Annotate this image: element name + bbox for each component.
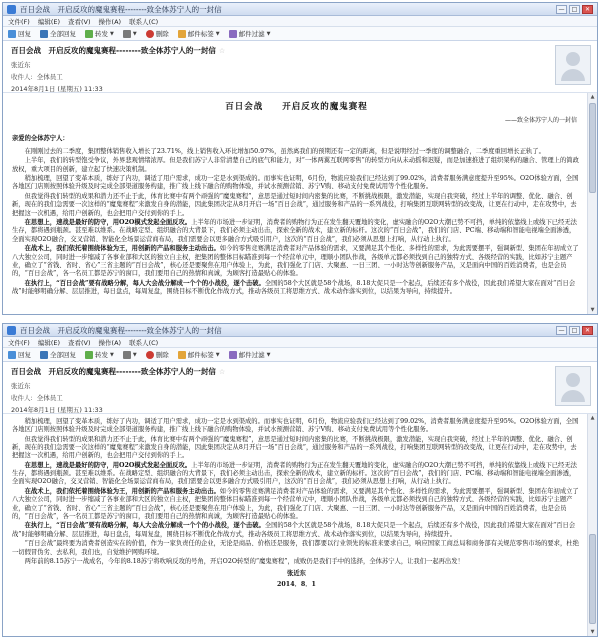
scroll-up-icon[interactable]: ▲: [590, 94, 595, 100]
minimize-button[interactable]: —: [556, 5, 567, 14]
window-controls: [556, 5, 593, 14]
email-subject: 百日会战 开启反攻的魔鬼赛程--------致全体苏宁人的一封信 ☆: [11, 46, 226, 55]
paragraph: 但我觉得我们转型的成果和潜力还不止于此，体育比赛中有两个顽强的“魔鬼赛程”，意思是通过短时间内密集的比赛，不断挑战极限，激发潜能，实现自我突破，经过上半年的调整、优化、融合、创新，现在的我们急需要一次这样的“魔鬼赛程”来激发自身的潜能，因此集团决定从8月开启一场“百日会战”，通过服务和产品的一系列战役，打响集团互联网转型的改变战，让更在行动中，走在攻势中，去把握这一次机遇，给用户创新的，也会把用户交付到你的手上。: [12, 193, 577, 217]
avatar: [555, 45, 591, 85]
paragraph: [12, 219, 581, 244]
paragraph: [12, 245, 581, 278]
paragraph: [12, 488, 581, 521]
menu-actions[interactable]: 操作(A): [98, 17, 122, 26]
recipient-line: [11, 393, 589, 402]
paragraph-lead: 在思想上，速战是最好的防守，用O2O模式发起全面反攻。: [24, 462, 192, 470]
menu-edit[interactable]: 编辑(E): [37, 17, 60, 26]
filter-icon: [229, 30, 237, 38]
person-body: [561, 69, 585, 81]
menu-view[interactable]: 查看(V): [68, 338, 91, 347]
paragraph-text: 上半年的市场进一步证明，消费者的购物行为正在发生翻天覆地的变化，虚实融合的O2O大潮已势不可挡，单纯的依靠线上或线下已经无法生存，都将遇到瓶颈。甚至难以维系。在战略定型、组织融合的大背景下，我们必须主动出击，探索全新的战术，建立新的标杆。这次的“百日会战”，我们的门店、PC端、移动端和智能电视端全面渗透，全面实现O2O融合，交叉营销、智能化全场景运营商布局，我们需要会以更多融合方式吸引用户，这次的“百日会战”，我们必须从思想上打响，从行动上执行。: [12, 462, 577, 486]
paragraph: 稍加梳理，回望了变革本质，练好了内功，调适了用户需求，成功一定是水到渠成的。而事实也证明，6月份，物流应验我们已经达到了99.02%，消费者服务满意度提升至95%。O2O体验方面，全国各地区门店则按照体验升级及时完成全部渠道服务构建，推广线上线下融合的购物体验，并试水预测营销、苏宁V购、移动支付免费试用等个性化服务。: [12, 418, 579, 434]
paragraph: [12, 280, 581, 296]
recipient-line: [11, 72, 589, 81]
reply-button[interactable]: 回复: [8, 350, 31, 359]
tag-icon: [178, 351, 186, 359]
menu-contacts[interactable]: 联系人(C): [129, 338, 159, 347]
maximize-button[interactable]: □: [569, 326, 580, 335]
scroll-down-icon[interactable]: ▼: [590, 629, 595, 635]
chevron-down-icon: ▼: [132, 30, 137, 37]
toolbar: [3, 348, 597, 362]
reply-icon: [8, 30, 16, 38]
recipient-label: 收件人:: [11, 73, 33, 81]
paragraph-text: 上半年的市场进一步证明，消费者的购物行为正在发生翻天覆地的变化，虚实融合的O2O大潮已势不可挡，单纯的依靠线上或线下已经无法生存，都将遇到瓶颈。甚至难以维系。在战略定型、组织融合的大背景下，我们必须主动出击，探索全新的战术，建立新的标杆。这次的“百日会战”，我们的门店、PC端、移动端和智能电视端全面渗透，全面实现O2O融合，交叉营销、智能化全场景运营商布局，我们需要会以更多融合方式吸引用户，这次的“百日会战”，我们必须从思想上打响，从行动上执行。: [12, 219, 577, 243]
chevron-down-icon: ▼: [215, 351, 220, 358]
minimize-button[interactable]: —: [556, 326, 567, 335]
menu-bar: [3, 16, 597, 27]
person-body: [561, 390, 585, 402]
email-date: 2014年8月1日 (星期五) 11:33: [11, 85, 103, 93]
email-header: [3, 41, 597, 93]
letter-title: 百日会战 开启反攻的魔鬼赛程: [225, 102, 368, 112]
paragraph-text: 全国的58个大区就是58个战场，8.18大促只是一个起点，后续还有多个战役，因此我们希望大家在面对“百日会战”时能够明确分解、层层推进，每日盘点，每周复盘，围绕目标不断优化作战方式，推动各级员工将思维方式、战术动作落实到位，以结果为导向，持续提升。: [12, 279, 576, 295]
toolbar: [3, 27, 597, 41]
tag-button[interactable]: 邮件标签 ▼: [178, 350, 220, 359]
print-icon: [123, 351, 131, 359]
menu-edit[interactable]: 编辑(E): [37, 338, 60, 347]
forward-button[interactable]: 转发 ▼: [85, 350, 114, 359]
paragraph-text: 如今的零售竞赛满足消费者对产品体验的需求，又要满足其个性化、多样性的需求，为此需要摆平，强调新型、集团在年初成立了八大独立公司，同时进一步缩减了各事业部和大区的独立自主权，把集团的整体目标瞄准到每一个经营单元中，理顺小团队作战，各级单元都必须找到自己的独特方式、各级经营的实践，比如苏宁主题产业，确立了“省钱、省时、省心”三省主题的“百日会战”，核心还是要聚焦在用户体验上，为此，我们强化了门店、大聚惠、一日三团、一小时达等创新服务产品，又是面向中国的百姓消费者，也是会员的，“百日会战”，各一名员工都是苏宁的窗口，我们要用自己的热情和真诚，为顾客打造最贴心的体验。: [12, 245, 579, 277]
recipient-name[interactable]: 全体员工: [36, 73, 63, 81]
paragraph-text: 如今的零售竞赛满足消费者对产品体验的需求，又要满足其个性化、多样性的需求，为此需要摆平，强调新型、集团在年初成立了八大独立公司，同时进一步缩减了各事业部和大区的独立自主权，把集团的整体目标瞄准到每一个经营单元中，理顺小团队作战，各级单元都必须找到自己的独特方式、各级经营的实践，比如苏宁主题产业，确立了“省钱、省时、省心”三省主题的“百日会战”，核心还是要聚焦在用户体验上，为此，我们强化了门店、大聚惠、一日三团、一小时达等创新服务产品，又是面向中国的百姓消费者，也是会员的，“百日会战”，各一名员工都是苏宁的窗口，我们要用自己的热情和真诚，为顾客打造最贴心的体验。: [12, 488, 579, 520]
paragraph: 在刚刚过去的二季度，集团整体销售收入增长了23.71%，线上销售收入环比增加50.97%，虽然离我们的预期还有一定的距离，但是说明经过一季度的调整融合，二季度重回增长正轨了。: [24, 147, 545, 155]
star-icon[interactable]: ☆: [218, 46, 226, 55]
signature-date: 2014．8．1: [277, 580, 316, 588]
filter-button[interactable]: 邮件过滤 ▼: [229, 350, 271, 359]
mail-app-icon: [7, 5, 16, 14]
menu-bar: [3, 337, 597, 348]
chevron-down-icon: ▼: [110, 351, 114, 358]
filter-icon: [229, 351, 237, 359]
close-button[interactable]: ✕: [582, 5, 593, 14]
tag-icon: [178, 30, 186, 38]
delete-button[interactable]: 删除: [146, 350, 169, 359]
forward-icon: [85, 351, 93, 359]
letter-salutation: 亲爱的全体苏宁人：: [12, 135, 69, 143]
avatar: [555, 366, 591, 406]
chevron-down-icon: ▼: [110, 30, 114, 37]
menu-contacts[interactable]: 联系人(C): [129, 17, 159, 26]
scroll-thumb[interactable]: [589, 534, 596, 624]
chevron-down-icon: ▼: [132, 351, 137, 358]
menu-file[interactable]: 文件(F): [8, 338, 30, 347]
paragraph-lead: 在执行上，“百日会战”要有战略分解，每人大会战分解成一个个的小战役，逐个击破。: [24, 522, 265, 530]
paragraph-lead: 在思想上，速战是最好的防守，用O2O模式发起全面反攻。: [24, 219, 192, 227]
sender-name[interactable]: 张近东: [11, 382, 31, 390]
window-controls: [556, 326, 593, 335]
title-bar[interactable]: [3, 324, 597, 337]
print-button[interactable]: [123, 30, 137, 38]
paragraph-lead: 在战术上，我们依托着围绕体验为王，用创新的产品和服务主动出击。: [24, 488, 220, 496]
person-icon: [566, 52, 580, 66]
chevron-down-icon: ▼: [215, 30, 220, 37]
reply-icon: [8, 351, 16, 359]
person-icon: [566, 373, 580, 387]
scroll-up-icon[interactable]: ▲: [590, 415, 595, 421]
reply-all-icon: [40, 351, 48, 359]
tag-button[interactable]: 邮件标签 ▼: [178, 29, 220, 38]
email-date: 2014年8月1日 (星期五) 11:33: [11, 406, 103, 414]
scroll-down-icon[interactable]: ▼: [590, 307, 595, 313]
reply-button[interactable]: 回复: [8, 29, 31, 38]
paragraph: [12, 522, 581, 538]
menu-actions[interactable]: 操作(A): [98, 338, 122, 347]
menu-file[interactable]: 文件(F): [8, 17, 30, 26]
email-window-bottom: [2, 323, 598, 637]
paragraph: 但我觉得我们转型的成果和潜力还不止于此，体育比赛中有两个顽强的“魔鬼赛程”，意思是通过短时间内密集的比赛，不断挑战极限，激发潜能，实现自我突破，经过上半年的调整、优化、融合、创新，现在的我们急需要一次这样的“魔鬼赛程”来激发自身的潜能，因此集团决定从8月开启一场“百日会战”，通过服务和产品的一系列战役，打响集团互联网转型的改变战，让更在行动中，走在攻势中，去把握这一次机遇，给用户创新的，也会把用户交付到你的手上。: [12, 435, 577, 460]
title-bar[interactable]: [3, 3, 597, 16]
email-body: [3, 414, 597, 636]
delete-icon: [146, 30, 154, 38]
print-icon: [123, 30, 131, 38]
recipient-label: 收件人:: [11, 394, 33, 402]
paragraph-text: 全国的58个大区就是58个战场，8.18大促只是一个起点，后续还有多个战役，因此我们希望大家在面对“百日会战”时能够明确分解、层层推进，每日盘点，每周复盘，围绕目标不断优化作战方式，推动各级员工将思维方式、战术动作落实到位，以结果为导向，持续提升。: [12, 522, 576, 538]
paragraph: 两年前的8.15苏宁一战成名，今年的8.18苏宁将吹响反攻的号角，开启O2O转型的“魔鬼赛程”，成败仍是我们手中的选择，全体苏宁人，让我们一起再出发！: [24, 558, 464, 566]
paragraph: “百日会战”最终要为消费者创造实在的价值，作为一家负责任的企业，无论是商品、价格还是服务，我们都要以行业领先的标准来要求自己，响应国家工商总局和商务部有关规范零售市场的要求，杜绝一切假冒伪劣、去私利，我们也，自觉维护网购环境。: [12, 540, 579, 556]
mail-app-icon: [7, 326, 16, 335]
email-body: [3, 93, 597, 314]
chevron-down-icon: ▼: [266, 351, 271, 358]
signature: 张近东: [287, 570, 306, 578]
maximize-button[interactable]: □: [569, 5, 580, 14]
paragraph-lead: 在战术上，我们依托着围绕体验为王，用创新的产品和服务主动出击。: [24, 245, 220, 253]
delete-button[interactable]: 删除: [146, 29, 169, 38]
window-title: 百日会战 开启反攻的魔鬼赛程--------致全体苏宁人的一封信: [20, 325, 222, 335]
print-button[interactable]: [123, 351, 137, 359]
scrollbar[interactable]: [587, 414, 597, 636]
reply-all-icon: [40, 30, 48, 38]
scrollbar[interactable]: [587, 93, 597, 314]
chevron-down-icon: ▼: [266, 30, 271, 37]
reply-all-button[interactable]: 全部回复: [40, 350, 76, 359]
letter-byline: ——致全体苏宁人的一封信: [504, 117, 577, 125]
star-icon[interactable]: ☆: [218, 367, 226, 376]
window-title: 百日会战 开启反攻的魔鬼赛程--------致全体苏宁人的一封信: [20, 4, 222, 14]
paragraph-lead: 在执行上，“百日会战”要有战略分解，每人大会战分解成一个个的小战役，逐个击破。: [24, 279, 265, 287]
reply-all-button[interactable]: 全部回复: [40, 29, 76, 38]
forward-button[interactable]: 转发 ▼: [85, 29, 114, 38]
recipient-name[interactable]: 全体员工: [36, 394, 63, 402]
paragraph: 稍加梳理，回望了变革本质，练好了内功，调适了用户需求，成功一定是水到渠成的。而事实也证明，6月份，物流应验我们已经达到了99.02%，消费者服务满意度提升至95%。O2O体验方面，全国各地区门店则按照体验升级及时完成全部渠道服务构建，推广线上线下融合的购物体验，并试水预测营销、苏宁V购、移动支付免费试用等个性化服务。: [12, 175, 579, 191]
menu-view[interactable]: 查看(V): [68, 17, 91, 26]
forward-icon: [85, 30, 93, 38]
scroll-thumb[interactable]: [589, 103, 596, 193]
paragraph: [12, 462, 581, 487]
email-subject: 百日会战 开启反攻的魔鬼赛程--------致全体苏宁人的一封信 ☆: [11, 367, 226, 376]
email-window-top: [2, 2, 598, 315]
filter-button[interactable]: 邮件过滤 ▼: [229, 29, 271, 38]
close-button[interactable]: ✕: [582, 326, 593, 335]
sender-name[interactable]: 张近东: [11, 61, 31, 69]
email-header: [3, 362, 597, 414]
delete-icon: [146, 351, 154, 359]
paragraph: 上半年，我们的转型饱受争议，外界悲观情绪浓厚。但是我们苏宁人非常清楚自己的底气和能力，对“一体两翼互联网零售”的转型方向从未动摇和迟疑，而是加速推进了组织架构的融合、管理上的简政放权，重大项目的创新，建立起了快速决策机制。: [12, 157, 579, 173]
